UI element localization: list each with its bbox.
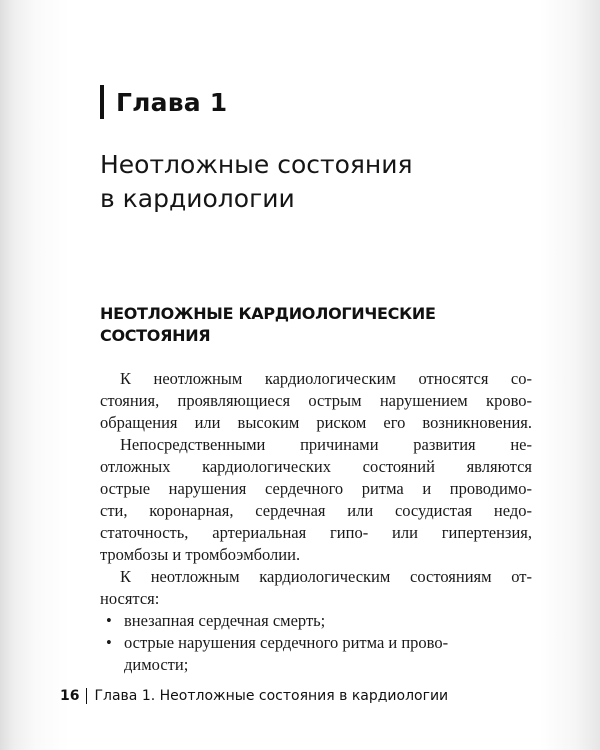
text-line: К неотложным кардиологическим относятся со- — [120, 369, 532, 388]
section-heading-line: СОСТОЯНИЯ — [100, 326, 211, 345]
chapter-title-line: Неотложные состояния — [100, 150, 413, 179]
text-line: острые нарушения сердечного ритма и проводимо- — [100, 479, 532, 498]
chapter-label: Глава 1 — [116, 87, 228, 117]
text-line: статочность, артериальная гипо- или гипертензия, — [100, 523, 532, 542]
list-item-text: острые нарушения сердечного ритма и прово- — [124, 633, 449, 652]
footer-divider — [86, 688, 87, 704]
page-footer — [60, 688, 448, 704]
bullet-icon: • — [106, 633, 112, 652]
body-text — [100, 368, 532, 676]
text-line: тромбозы и тромбоэмболии. — [100, 545, 301, 564]
chapter-title-line: в кардиологии — [100, 184, 295, 213]
list-item-continuation: димости; — [124, 655, 189, 674]
running-title: Глава 1. Неотложные состояния в кардиологии — [94, 688, 449, 704]
chapter-bar-divider — [100, 85, 104, 119]
paragraph — [100, 368, 532, 434]
paragraph — [100, 434, 532, 566]
text-line: отложных кардиологических состояний являются — [100, 457, 532, 476]
text-line: обращения или высоким риском его возникновения. — [100, 413, 532, 432]
list-item-text: внезапная сердечная смерть; — [124, 611, 326, 630]
bullet-list — [100, 610, 532, 676]
page-number: 16 — [60, 688, 80, 704]
section-heading-line: НЕОТЛОЖНЫЕ КАРДИОЛОГИЧЕСКИЕ — [100, 304, 436, 323]
list-item — [100, 632, 532, 654]
text-line: носятся: — [100, 589, 160, 608]
text-line: сти, коронарная, сердечная или сосудистая недо- — [100, 501, 532, 520]
chapter-title — [100, 148, 413, 216]
text-line: Непосредственными причинами развития не- — [120, 435, 532, 454]
paragraph — [100, 566, 532, 610]
text-line: К неотложным кардиологическим состояниям от- — [120, 567, 532, 586]
text-line: стояния, проявляющиеся острым нарушением крово- — [100, 391, 532, 410]
chapter-header — [100, 84, 227, 120]
bullet-icon: • — [106, 611, 112, 630]
list-item — [100, 610, 532, 632]
section-heading — [100, 303, 436, 347]
